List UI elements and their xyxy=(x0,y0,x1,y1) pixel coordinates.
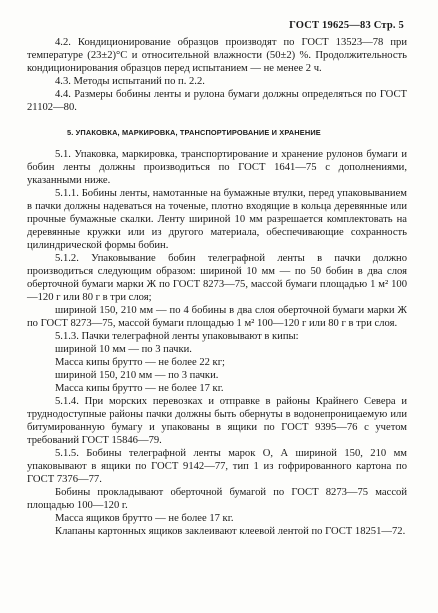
paragraph-5-1: 5.1. Упаковка, маркировка, транспортирование и хранение рулонов бумаги и бобин ленты должны производиться по ГОСТ 1641—75 с дополнениями, указанными ниже. xyxy=(27,149,407,186)
paragraph-width-10: шириной 10 мм — по 3 пачки. xyxy=(55,344,192,355)
document-body xyxy=(27,36,407,538)
paragraph-5-1-5: 5.1.5. Бобины телеграфной ленты марок О, А шириной 150, 210 мм упаковывают в ящики по ГОСТ 9142—77, тип 1 из гофрированного картона по ГОСТ 7376—77. xyxy=(27,448,407,485)
paragraph-5-1-2: 5.1.2. Упаковывание бобин телеграфной ленты в пачки должно производиться следующим образом: шириной 10 мм — по 50 бобин в два слоя оберточной бумаги марки Ж по ГОСТ 8273—75, массой бумаги площадью 1 м² 100—120 г или 80 г в три слоя; xyxy=(27,253,407,303)
paragraph-mass-22: Масса кипы брутто — не более 22 кг; xyxy=(55,357,225,368)
paragraph-4-2: 4.2. Кондиционирование образцов производят по ГОСТ 13523—78 при температуре (23±2)°С и относительной влажности (50±2) %. Продолжительность кондиционирования образцов перед испытанием — не менее 2 ч. xyxy=(27,37,407,74)
paragraph-4-3: 4.3. Методы испытаний по п. 2.2. xyxy=(55,76,205,87)
paragraph-bobbins-wrap: Бобины прокладывают оберточной бумагой по ГОСТ 8273—75 массой площадью 100—120 г. xyxy=(27,487,407,511)
paragraph-5-1-1: 5.1.1. Бобины ленты, намотанные на бумажные втулки, перед упаковыванием в пачки должны надеваться на точеные, плотно входящие в кольца деревянные или прочные бумажные скалки. Ленту шириной 10 мм разрешается комплектовать на деревянные кружки или из другого материала, обеспечивающие сохранность цилиндрической формы бобин. xyxy=(27,188,407,251)
section-title: 5. УПАКОВКА, МАРКИРОВКА, ТРАНСПОРТИРОВАНИЕ И ХРАНЕНИЕ xyxy=(67,128,321,137)
paragraph-flaps: Клапаны картонных ящиков заклеивают клеевой лентой по ГОСТ 18251—72. xyxy=(55,526,406,537)
paragraph-mass-17: Масса кипы брутто — не более 17 кг. xyxy=(55,383,224,394)
paragraph-box-mass: Масса ящиков брутто — не более 17 кг. xyxy=(55,513,234,524)
paragraph-width-150-210-packs: шириной 150, 210 мм — по 3 пачки. xyxy=(55,370,219,381)
paragraph-5-1-3: 5.1.3. Пачки телеграфной ленты упаковывают в кипы: xyxy=(55,331,299,342)
page-header: ГОСТ 19625—83 Стр. 5 xyxy=(289,20,404,31)
paragraph-4-4: 4.4. Размеры бобины ленты и рулона бумаги должны определяться по ГОСТ 21102—80. xyxy=(27,89,407,113)
paragraph-5-1-4: 5.1.4. При морских перевозках и отправке в районы Крайнего Севера и труднодоступные районы пачки должны быть обернуты в водонепроницаемую или битумированную бумагу и упакованы в ящики по ГОСТ 9395—76 с учетом требований ГОСТ 15846—79. xyxy=(27,396,407,446)
paragraph-width-150-210: шириной 150, 210 мм — по 4 бобины в два слоя оберточной бумаги марки Ж по ГОСТ 8273—75, массой бумаги площадью 1 м² 100—120 г или 80 г в три слоя. xyxy=(27,305,407,329)
